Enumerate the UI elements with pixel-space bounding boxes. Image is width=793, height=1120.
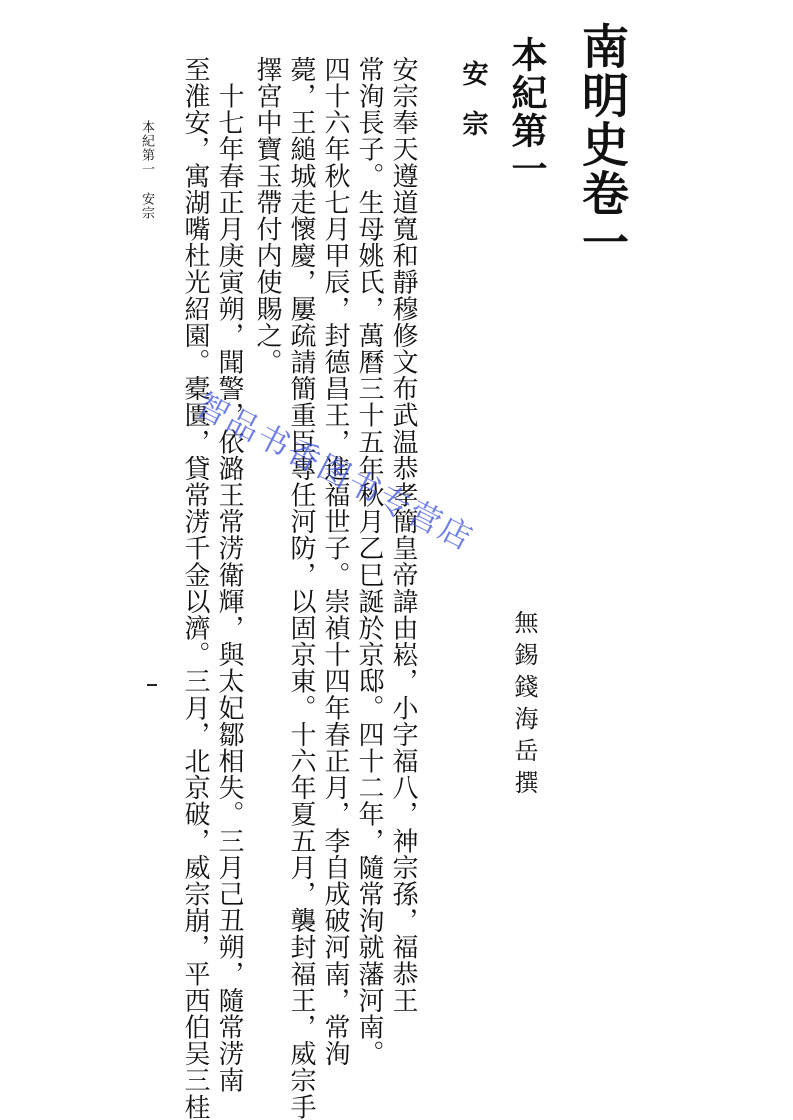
text-column: 至淮安，寓湖嘴杜光紹園。橐匱，貸常淓千金以濟。三月，北京破，威宗崩，平西伯吴三桂 [180,56,210,1120]
book-title: 南明史卷一 [574,22,629,267]
text-column: 擇宮中寶玉帶付内使賜之。 [252,56,282,376]
watermark: 智品书香图书专营店 [190,385,480,559]
section-title: 安宗 [458,60,488,160]
text-column: 十七年春正月庚寅朔，聞警，依潞王常淓衛輝，與太妃鄒相失。三月己丑朔，隨常淓南 [214,56,244,1094]
running-head-section: 安宗 [139,192,154,220]
running-head [140,120,153,220]
text-column: 安宗奉天遵道寬和靜穆修文布武温恭孝簡皇帝諱由崧，小字福八，神宗孫，福恭王 [388,56,418,1014]
author-line: 無錫錢海岳撰 [510,610,538,802]
page-number [147,684,157,686]
chapter-title: 本紀第一 [506,36,548,188]
text-column: 四十六年秋七月甲辰，封德昌王，進福世子。崇禎十四年春正月，李自成破河南，常洵 [320,56,350,1067]
running-head-chapter: 本紀第一 [139,120,154,176]
text-column: 常洵長子。生母姚氏，萬曆三十五年秋月乙巳誕於京邸。四十二年，隨常洵就藩河南。 [354,56,384,1067]
text-column: 薨，王縋城走懷慶，屢疏請簡重臣專任河防，以固京東。十六年夏五月，襲封福王，威宗手 [286,56,316,1120]
